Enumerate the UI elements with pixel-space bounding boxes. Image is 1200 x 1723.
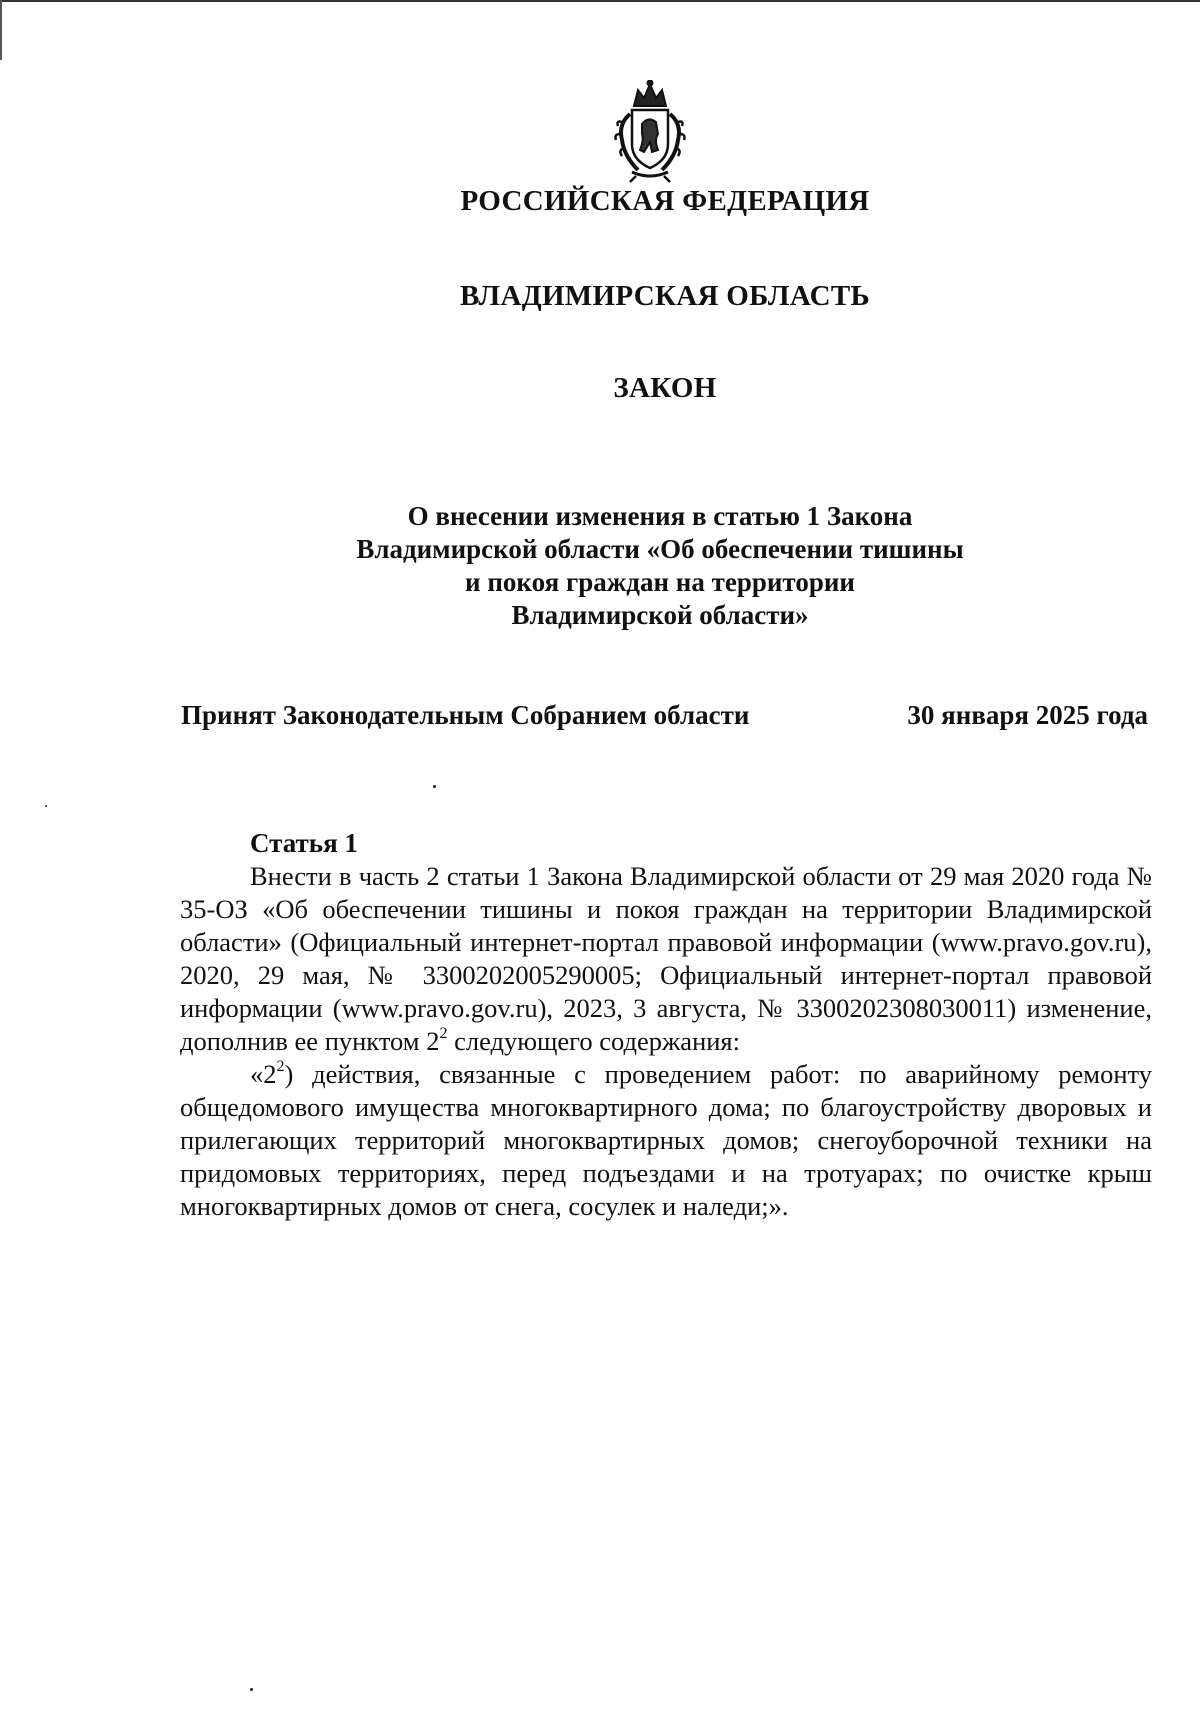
adoption-date: 30 января 2025 года <box>907 700 1148 730</box>
region-heading: ВЛАДИМИРСКАЯ ОБЛАСТЬ <box>460 280 870 312</box>
article-1 <box>180 827 1152 1223</box>
scan-speck <box>433 785 436 788</box>
scan-edge-left <box>0 0 2 60</box>
country-heading: РОССИЙСКАЯ ФЕДЕРАЦИЯ <box>460 185 870 217</box>
scan-edge-top <box>0 0 1200 2</box>
law-title-line: О внесении изменения в статью 1 Закона <box>407 501 913 531</box>
adopted-by-text: Принят Законодательным Собранием области <box>181 700 750 730</box>
superscript: 2 <box>439 1025 448 1043</box>
law-title <box>0 500 1200 632</box>
article-paragraph <box>180 860 1152 1058</box>
article-heading: Статья 1 <box>250 828 358 858</box>
law-title-line: и покоя граждан на территории <box>465 567 855 597</box>
paragraph-text: ) действия, связанные с проведением работ: по аварийному ремонту общедомового имущества многоквартирного дома; по благоустройству дворовых и прилегающих территорий многоквартирных домов; снегоуборочной техники на придомовых территориях, перед подъездами и на тротуарах; по очистке крыш многоквартирных домов от снега, сосулек и наледи;». <box>180 1059 1152 1221</box>
document-type-heading: ЗАКОН <box>613 372 717 404</box>
paragraph-text: «2 <box>250 1059 277 1089</box>
law-title-line: Владимирской области «Об обеспечении тишины <box>356 534 964 564</box>
paragraph-text: Внести в часть 2 статьи 1 Закона Владимирской области от 29 мая 2020 года № 35-ОЗ «Об обеспечении тишины и покоя граждан на территории Владимирской области» (Официальный интернет-портал правовой информации (www.pravo.gov.ru), 2020, 29 мая, № 3300202005290005; Официальный интернет-портал правовой информации (www.pravo.gov.ru), 2023, 3 августа, № 3300202308030011) изменение, дополнив ее пунктом 2 <box>180 861 1152 1056</box>
paragraph-text: следующего содержания: <box>447 1026 740 1056</box>
coat-of-arms-icon <box>612 80 688 184</box>
scan-speck <box>250 1688 253 1691</box>
scan-speck <box>45 805 47 807</box>
superscript: 2 <box>276 1058 285 1076</box>
article-paragraph <box>180 1058 1152 1223</box>
law-title-line: Владимирской области» <box>511 600 809 630</box>
